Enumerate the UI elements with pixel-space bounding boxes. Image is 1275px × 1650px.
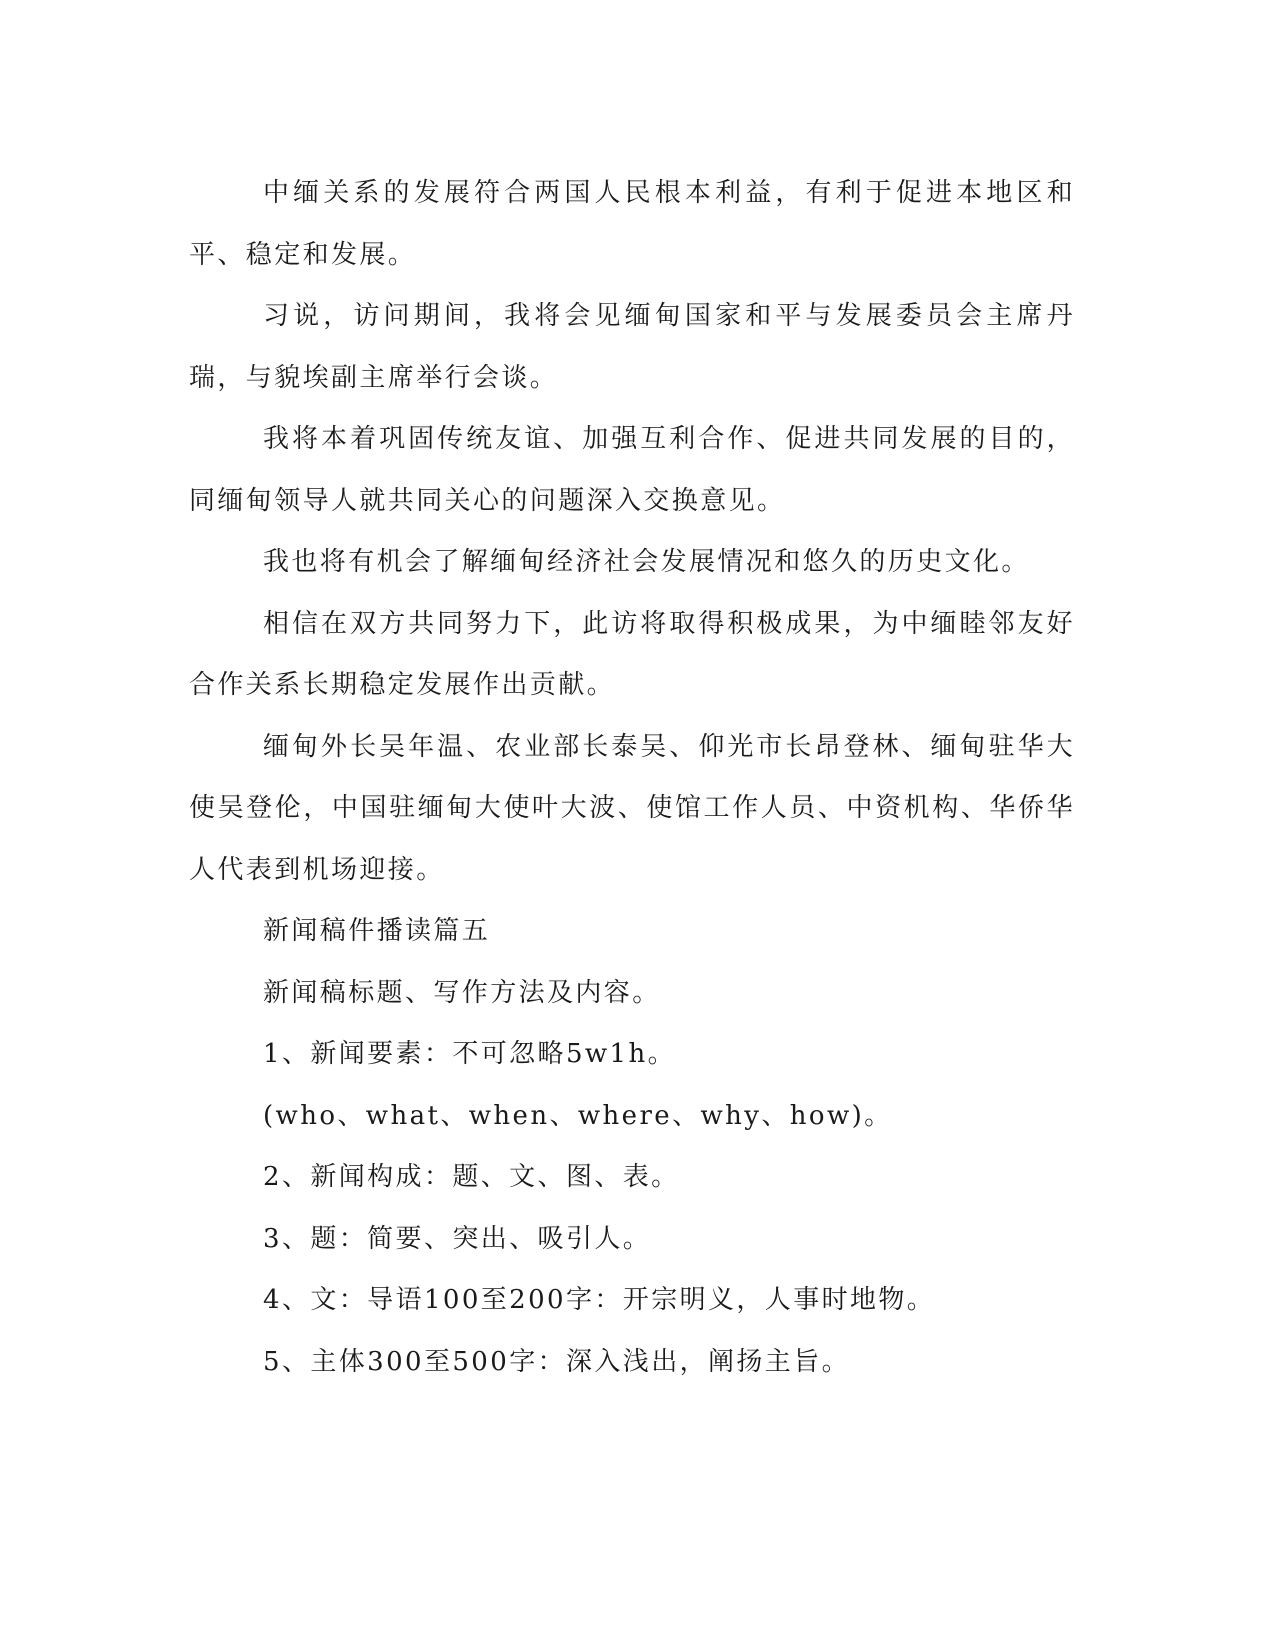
list-item: 1、新闻要素：不可忽略5w1h。	[263, 1039, 677, 1069]
section-heading: 新闻稿件播读篇五	[263, 916, 491, 946]
paragraph: 我将本着巩固传统友谊、加强互利合作、促进共同发展的目的，同缅甸领导人就共同关心的问题深入交换意见。	[189, 424, 1075, 516]
paragraph: 新闻稿标题、写作方法及内容。	[263, 977, 661, 1008]
paragraph: 习说，访问期间，我将会见缅甸国家和平与发展委员会主席丹瑞，与貌埃副主席举行会谈。	[189, 301, 1075, 393]
list-item: 2、新闻构成：题、文、图、表。	[263, 1162, 680, 1192]
paragraph: 我也将有机会了解缅甸经济社会发展情况和悠久的历史文化。	[263, 547, 1030, 577]
paragraph: 缅甸外长吴年温、农业部长泰吴、仰光市长昂登林、缅甸驻华大使吴登伦，中国驻缅甸大使叶大波、使馆工作人员、中资机构、华侨华人代表到机场迎接。	[189, 731, 1075, 885]
paragraph: 中缅关系的发展符合两国人民根本利益，有利于促进本地区和平、稳定和发展。	[189, 178, 1075, 270]
list-item: 5、主体300至500字：深入浅出，阐扬主旨。	[263, 1346, 850, 1377]
list-item: 4、文：导语100至200字：开宗明义，人事时地物。	[263, 1285, 936, 1315]
list-item: 3、题：简要、突出、吸引人。	[263, 1223, 652, 1254]
list-item: (who、what、when、where、why、how)。	[263, 1100, 893, 1131]
paragraph: 相信在双方共同努力下，此访将取得积极成果，为中缅睦邻友好合作关系长期稳定发展作出贡献。	[189, 608, 1075, 700]
document-body	[189, 163, 1075, 1393]
